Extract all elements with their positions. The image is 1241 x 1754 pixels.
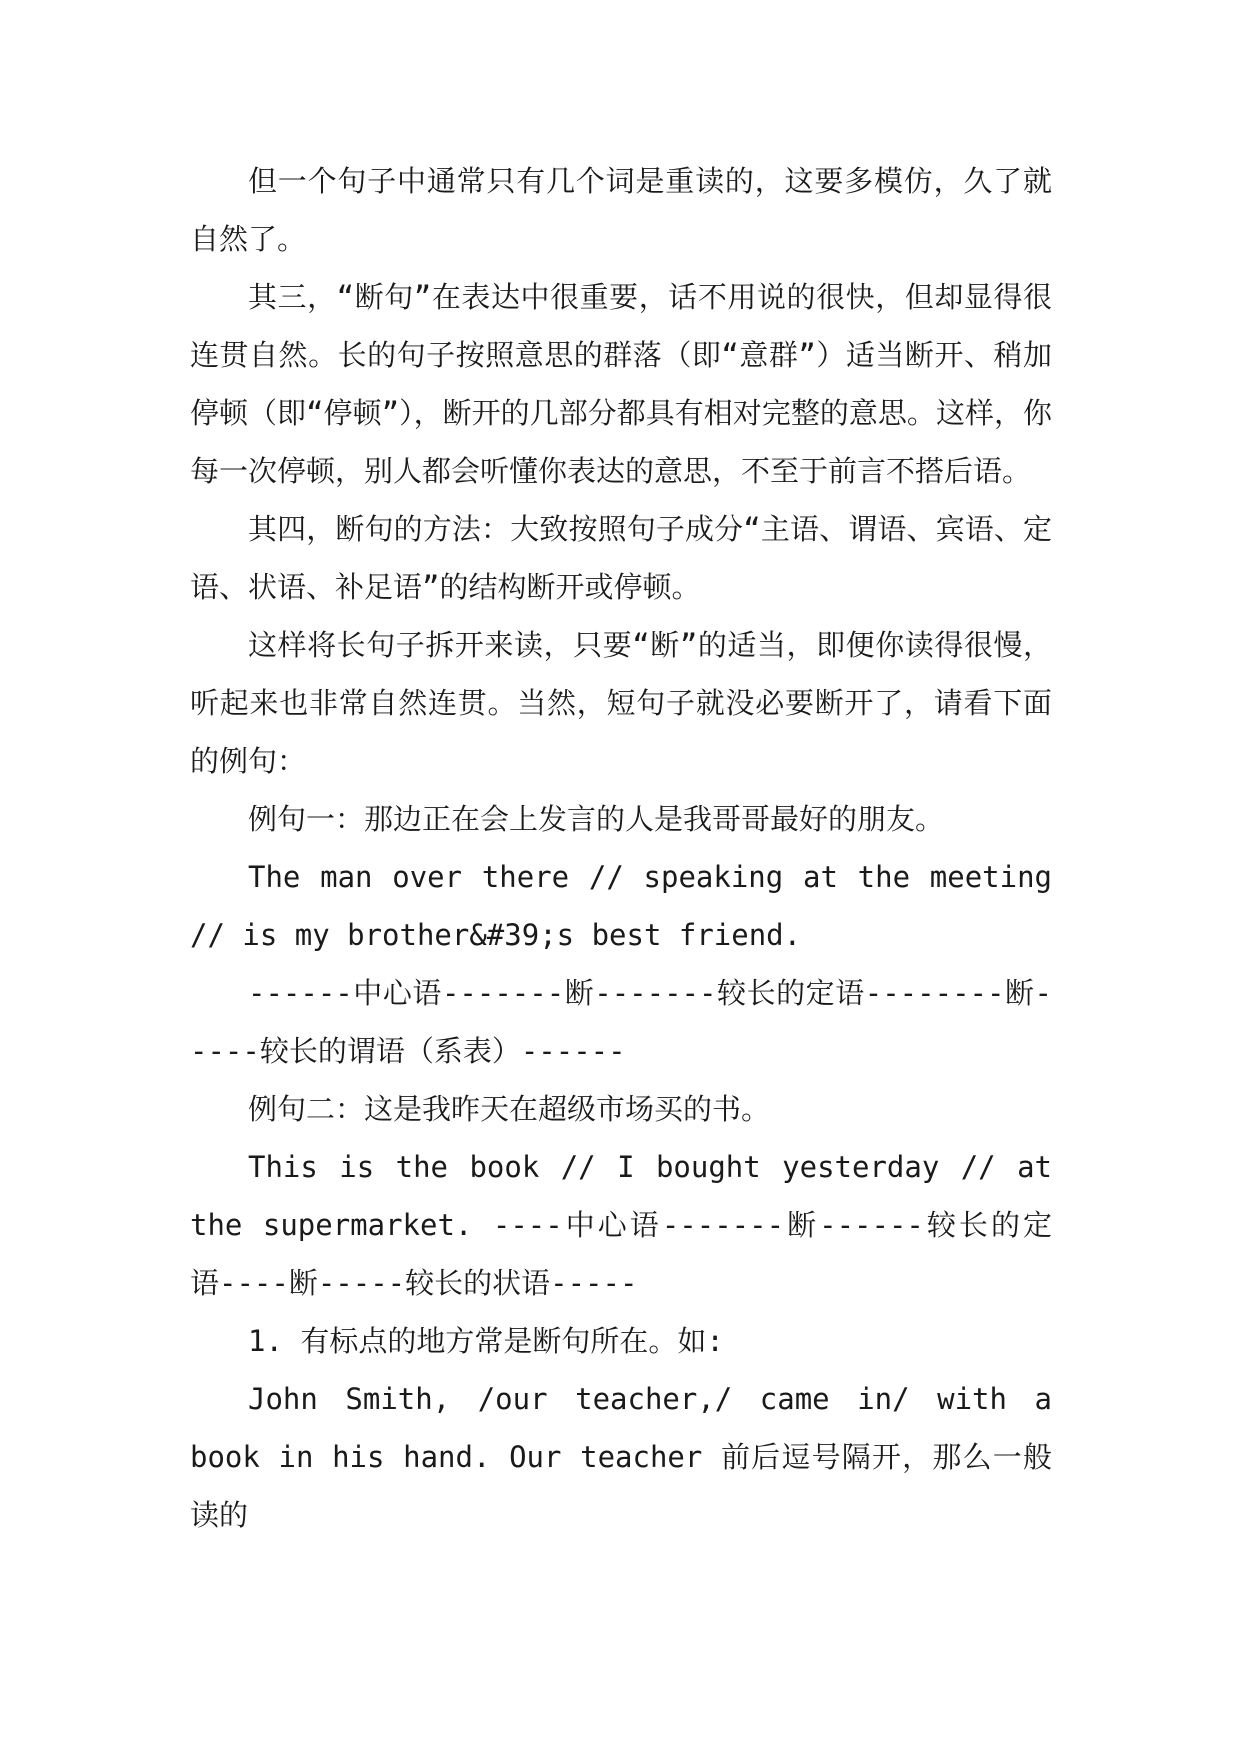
- document-page: [190, 152, 1052, 1544]
- paragraph-long-sentence-note: 这样将长句子拆开来读，只要“断”的适当，即便你读得很慢，听起来也非常自然连贯。当然，短句子就没必要断开了，请看下面的例句：: [190, 628, 1052, 778]
- example-two-english: This is the book // I bought yesterday // at the supermarket. ----中心语-------断------较长的定语----断-----较长的状语-----: [190, 1150, 1052, 1300]
- paragraph-stress-note: 但一个句子中通常只有几个词是重读的，这要多模仿，久了就自然了。: [190, 164, 1052, 256]
- rule-one-example: John Smith, /our teacher,/ came in/ with a book in his hand. Our teacher 前后逗号隔开，那么一般读的: [190, 1382, 1052, 1532]
- paragraph-third-point: 其三，“断句”在表达中很重要，话不用说的很快，但却显得很连贯自然。长的句子按照意思的群落（即“意群”）适当断开、稍加停顿（即“停顿”），断开的几部分都具有相对完整的意思。这样，你每一次停顿，别人都会听懂你表达的意思，不至于前言不搭后语。: [190, 280, 1052, 488]
- example-two-chinese: 例句二：这是我昨天在超级市场买的书。: [248, 1092, 771, 1126]
- example-one-structure: ------中心语-------断-------较长的定语--------断-----较长的谓语（系表）------: [190, 976, 1052, 1068]
- example-one-english: The man over there // speaking at the meeting // is my brother&#39;s best friend.: [190, 860, 1052, 952]
- example-one-chinese: 例句一：那边正在会上发言的人是我哥哥最好的朋友。: [248, 802, 945, 836]
- rule-one-heading: 1. 有标点的地方常是断句所在。如:: [248, 1324, 724, 1358]
- paragraph-fourth-point: 其四，断句的方法：大致按照句子成分“主语、谓语、宾语、定语、状语、补足语”的结构断开或停顿。: [190, 512, 1052, 604]
